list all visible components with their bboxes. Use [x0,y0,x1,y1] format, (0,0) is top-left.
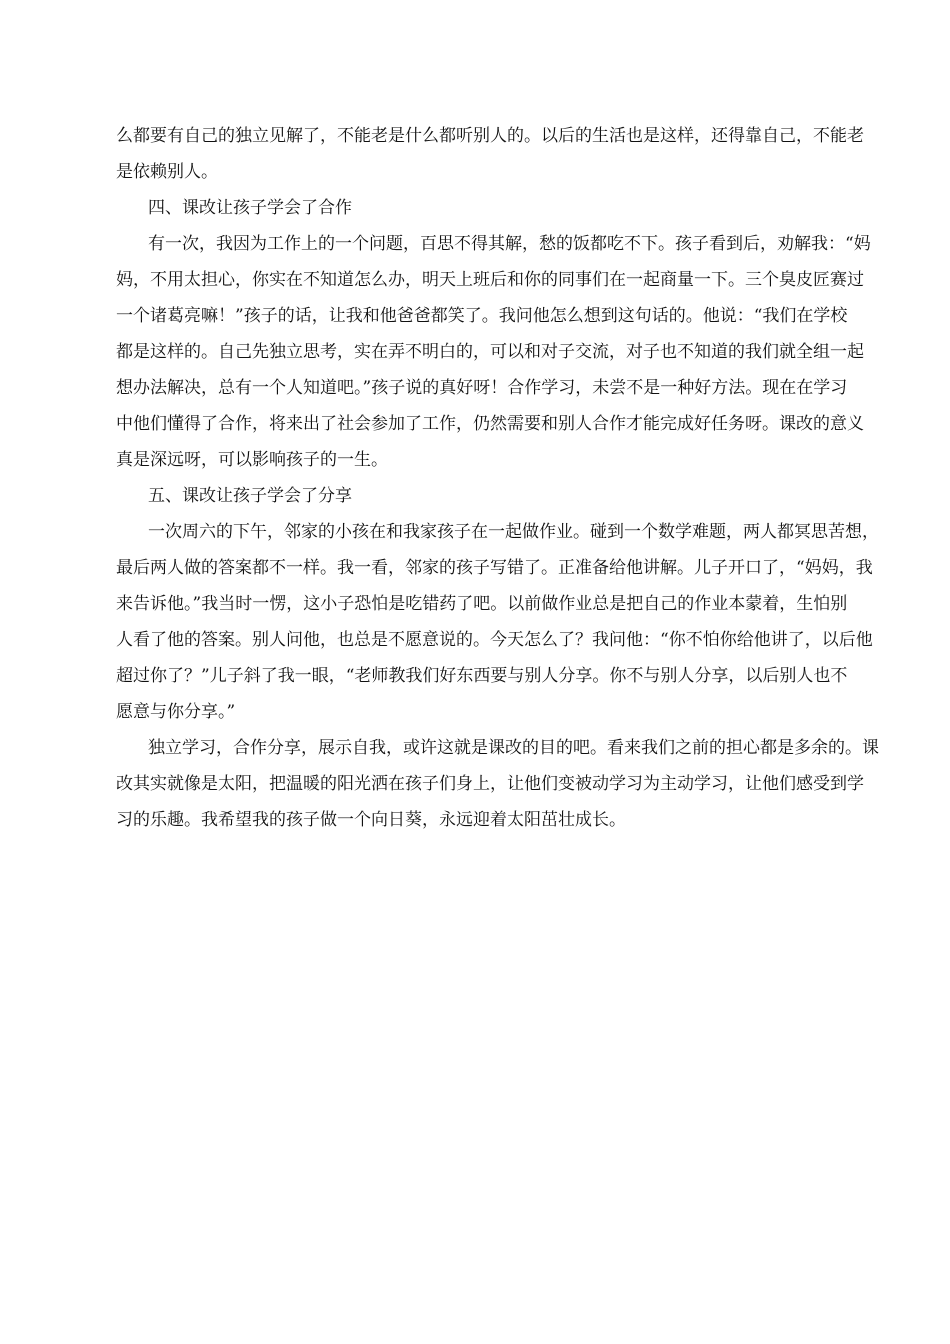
paragraph-line: 想办法解决，总有一个人知道吧。”孩子说的真好呀！合作学习，未尝不是一种好方法。现在在学习 [116,378,848,398]
paragraph-line: 愿意与你分享。” [116,702,236,722]
paragraph-line: 独立学习，合作分享，展示自我，或许这就是课改的目的吧。看来我们之前的担心都是多余的。课 [148,738,879,758]
paragraph-line: 么都要有自己的独立见解了，不能老是什么都听别人的。以后的生活也是这样，还得靠自己，不能老 [116,126,864,146]
paragraph-line: 是依赖别人。 [116,162,218,182]
paragraph-line: 人看了他的答案。别人问他，也总是不愿意说的。今天怎么了？我问他：“你不怕你给他讲了，以后他 [116,630,873,650]
paragraph-line: 都是这样的。自己先独立思考，实在弄不明白的，可以和对子交流，对子也不知道的我们就全组一起 [116,342,864,362]
paragraph-line: 真是深远呀，可以影响孩子的一生。 [116,450,388,470]
paragraph-line: 一个诸葛亮嘛！”孩子的话，让我和他爸爸都笑了。我问他怎么想到这句话的。他说：“我们在学校 [116,306,848,326]
paragraph-line: 最后两人做的答案都不一样。我一看，邻家的孩子写错了。正准备给他讲解。儿子开口了，“妈妈，我 [116,558,873,578]
paragraph-line: 一次周六的下午，邻家的小孩在和我家孩子在一起做作业。碰到一个数学难题，两人都冥思苦想， [148,522,879,542]
paragraph-line: 改其实就像是太阳，把温暖的阳光洒在孩子们身上，让他们变被动学习为主动学习，让他们感受到学 [116,774,864,794]
paragraph-line: 来告诉他。”我当时一愣，这小子恐怕是吃错药了吧。以前做作业总是把自己的作业本蒙着，生怕别 [116,594,848,614]
paragraph-line: 超过你了？”儿子斜了我一眼，“老师教我们好东西要与别人分享。你不与别人分享，以后别人也不 [116,666,848,686]
section-heading-cooperation: 四、课改让孩子学会了合作 [148,198,352,218]
paragraph-line: 有一次，我因为工作上的一个问题，百思不得其解，愁的饭都吃不下。孩子看到后，劝解我：“妈 [148,234,871,254]
paragraph-line: 妈，不用太担心，你实在不知道怎么办，明天上班后和你的同事们在一起商量一下。三个臭皮匠赛过 [116,270,864,290]
section-heading-sharing: 五、课改让孩子学会了分享 [148,486,352,506]
paragraph-line: 习的乐趣。我希望我的孩子做一个向日葵，永远迎着太阳茁壮成长。 [116,810,626,830]
paragraph-line: 中他们懂得了合作，将来出了社会参加了工作，仍然需要和别人合作才能完成好任务呀。课改的意义 [116,414,864,434]
